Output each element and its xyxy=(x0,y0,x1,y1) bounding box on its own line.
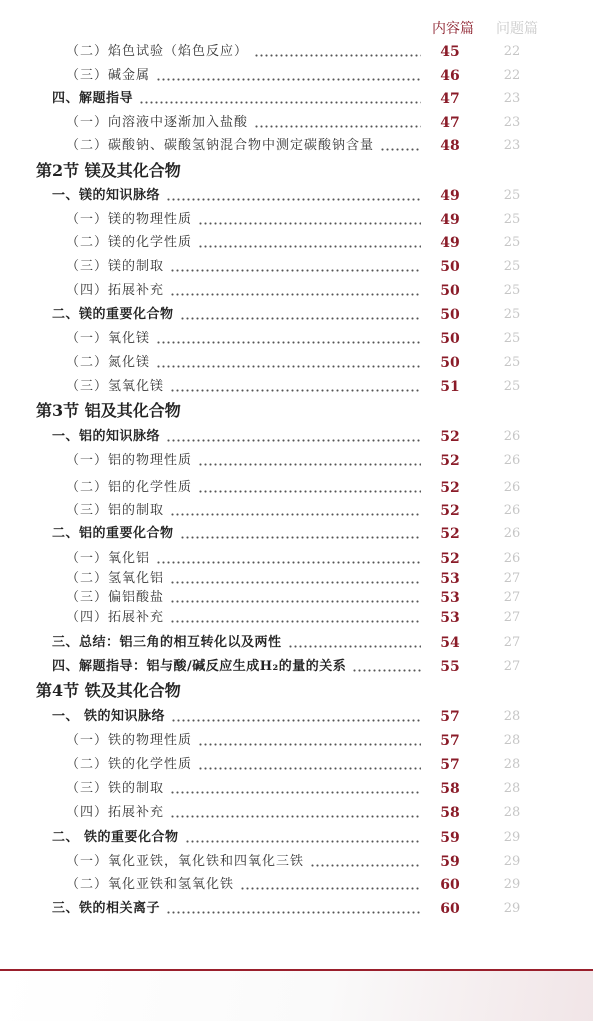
question-page-number: 27 xyxy=(503,590,521,605)
entry-title: 一、镁的知识脉络 xyxy=(52,188,161,203)
toc-entry xyxy=(0,874,593,896)
entry-title: （一）镁的物理性质 xyxy=(66,212,193,227)
question-page-number: 25 xyxy=(503,212,521,227)
question-page-number: 29 xyxy=(503,830,521,845)
content-page-number: 54 xyxy=(440,635,460,651)
dot-leader xyxy=(170,587,421,609)
content-page-number: 57 xyxy=(440,757,460,773)
entry-title: （三）铁的制取 xyxy=(66,781,165,796)
question-page-number: 23 xyxy=(503,91,521,106)
question-page-number: 25 xyxy=(503,355,521,370)
question-page-number: 29 xyxy=(503,877,521,892)
section-heading xyxy=(0,160,593,182)
question-page-number: 27 xyxy=(503,635,521,650)
question-page-number: 28 xyxy=(503,781,521,796)
toc-entry xyxy=(0,802,593,824)
entry-title: 四、解题指导：铝与酸/碱反应生成H₂的量的关系 xyxy=(52,659,347,674)
content-page-number: 58 xyxy=(440,781,460,797)
entry-title: （一）氧化铝 xyxy=(66,551,151,566)
entry-title: （二）焰色试验（焰色反应） xyxy=(66,44,249,59)
section-title: 第2节 镁及其化合物 xyxy=(36,161,181,180)
dot-leader xyxy=(170,376,421,398)
entry-title: （三）铝的制取 xyxy=(66,503,165,518)
content-page-number: 53 xyxy=(440,590,460,606)
entry-title: （二）碳酸钠、碳酸氢钠混合物中测定碳酸钠含量 xyxy=(66,138,375,153)
content-page-number: 59 xyxy=(440,830,460,846)
content-page-number: 51 xyxy=(440,379,460,395)
content-page-number: 49 xyxy=(440,235,460,251)
toc-entry xyxy=(0,185,593,207)
content-page-number: 49 xyxy=(440,188,460,204)
content-page-number: 55 xyxy=(440,659,460,675)
question-page-number: 23 xyxy=(503,115,521,130)
entry-title: 二、 铁的重要化合物 xyxy=(52,830,179,845)
dot-leader xyxy=(156,328,421,350)
section-title: 第4节 铁及其化合物 xyxy=(36,681,181,700)
toc-entry xyxy=(0,65,593,87)
dot-leader xyxy=(156,65,421,87)
entry-title: 四、解题指导 xyxy=(52,91,134,106)
dot-leader xyxy=(198,754,421,776)
question-page-number: 28 xyxy=(503,757,521,772)
toc-entry xyxy=(0,304,593,326)
toc-entry xyxy=(0,477,593,499)
dot-leader xyxy=(166,426,421,448)
content-page-number: 52 xyxy=(440,503,460,519)
column-header-question: 问题篇 xyxy=(496,21,538,37)
toc-entry xyxy=(0,587,593,609)
toc-entry xyxy=(0,376,593,398)
toc-entry xyxy=(0,706,593,728)
content-page-number: 50 xyxy=(440,283,460,299)
content-page-number: 60 xyxy=(440,901,460,917)
content-page-number: 49 xyxy=(440,212,460,228)
content-page-number: 47 xyxy=(440,91,460,107)
toc-entry xyxy=(0,88,593,110)
question-page-number: 27 xyxy=(503,610,521,625)
toc-entry xyxy=(0,135,593,157)
entry-title: （二）氧化亚铁和氢氧化铁 xyxy=(66,877,235,892)
toc-entry xyxy=(0,778,593,800)
dot-leader xyxy=(198,450,421,472)
question-page-number: 26 xyxy=(503,526,521,541)
footer-band xyxy=(0,971,593,1021)
content-page-number: 52 xyxy=(440,551,460,567)
toc-entry xyxy=(0,632,593,654)
section-heading xyxy=(0,680,593,702)
dot-leader xyxy=(170,778,421,800)
dot-leader xyxy=(198,232,421,254)
entry-title: （二）氮化镁 xyxy=(66,355,151,370)
toc-entry xyxy=(0,256,593,278)
entry-title: （三）偏铝酸盐 xyxy=(66,590,165,605)
dot-leader xyxy=(198,477,421,499)
content-page-number: 52 xyxy=(440,429,460,445)
content-page-number: 58 xyxy=(440,805,460,821)
dot-leader xyxy=(254,112,421,134)
question-page-number: 28 xyxy=(503,733,521,748)
toc-entry xyxy=(0,112,593,134)
question-page-number: 25 xyxy=(503,188,521,203)
question-page-number: 25 xyxy=(503,235,521,250)
question-page-number: 26 xyxy=(503,429,521,444)
toc-entry xyxy=(0,827,593,849)
entry-title: 二、铝的重要化合物 xyxy=(52,526,174,541)
dot-leader xyxy=(240,874,421,896)
section-title: 第3节 铝及其化合物 xyxy=(36,401,181,420)
entry-title: 一、铝的知识脉络 xyxy=(52,429,161,444)
content-page-number: 46 xyxy=(440,68,460,84)
entry-title: （四）拓展补充 xyxy=(66,283,165,298)
toc-entry xyxy=(0,656,593,678)
question-page-number: 25 xyxy=(503,259,521,274)
column-header-content: 内容篇 xyxy=(432,21,474,37)
dot-leader xyxy=(180,304,421,326)
question-page-number: 27 xyxy=(503,571,521,586)
toc-entry xyxy=(0,898,593,920)
question-page-number: 25 xyxy=(503,283,521,298)
question-page-number: 27 xyxy=(503,659,521,674)
question-page-number: 29 xyxy=(503,854,521,869)
content-page-number: 45 xyxy=(440,44,460,60)
toc-entry xyxy=(0,851,593,873)
dot-leader xyxy=(288,632,421,654)
content-page-number: 53 xyxy=(440,610,460,626)
entry-title: （一）铁的物理性质 xyxy=(66,733,193,748)
question-page-number: 28 xyxy=(503,709,521,724)
question-page-number: 25 xyxy=(503,307,521,322)
question-page-number: 28 xyxy=(503,805,521,820)
entry-title: 三、铁的相关离子 xyxy=(52,901,161,916)
dot-leader xyxy=(156,548,421,570)
dot-leader xyxy=(180,523,421,545)
toc-entry xyxy=(0,426,593,448)
toc-entry xyxy=(0,500,593,522)
dot-leader xyxy=(198,730,421,752)
entry-title: （一）氧化镁 xyxy=(66,331,151,346)
entry-title: （一）向溶液中逐渐加入盐酸 xyxy=(66,115,249,130)
toc-entry xyxy=(0,352,593,374)
entry-title: （三）氢氧化镁 xyxy=(66,379,165,394)
toc-entry xyxy=(0,607,593,629)
entry-title: （四）拓展补充 xyxy=(66,610,165,625)
question-page-number: 26 xyxy=(503,551,521,566)
content-page-number: 57 xyxy=(440,733,460,749)
question-page-number: 26 xyxy=(503,503,521,518)
dot-leader xyxy=(170,280,421,302)
entry-title: （四）拓展补充 xyxy=(66,805,165,820)
question-page-number: 23 xyxy=(503,138,521,153)
toc-entry xyxy=(0,209,593,231)
content-page-number: 60 xyxy=(440,877,460,893)
dot-leader xyxy=(170,802,421,824)
dot-leader xyxy=(170,500,421,522)
dot-leader xyxy=(170,607,421,629)
content-page-number: 57 xyxy=(440,709,460,725)
entry-title: 三、总结：铝三角的相互转化以及两性 xyxy=(52,635,282,650)
content-page-number: 59 xyxy=(440,854,460,870)
content-page-number: 52 xyxy=(440,526,460,542)
question-page-number: 29 xyxy=(503,901,521,916)
content-page-number: 47 xyxy=(440,115,460,131)
dot-leader xyxy=(310,851,421,873)
toc-entry xyxy=(0,730,593,752)
entry-title: （二）氢氧化铝 xyxy=(66,571,165,586)
content-page-number: 52 xyxy=(440,480,460,496)
entry-title: （一）氧化亚铁，氧化铁和四氧化三铁 xyxy=(66,854,305,869)
dot-leader xyxy=(166,185,421,207)
section-heading xyxy=(0,400,593,422)
dot-leader xyxy=(139,88,421,110)
question-page-number: 25 xyxy=(503,331,521,346)
dot-leader xyxy=(254,41,421,63)
content-page-number: 53 xyxy=(440,571,460,587)
entry-title: （二）铝的化学性质 xyxy=(66,480,193,495)
toc-entry xyxy=(0,754,593,776)
toc-entry xyxy=(0,548,593,570)
entry-title: （一）铝的物理性质 xyxy=(66,453,193,468)
content-page-number: 50 xyxy=(440,259,460,275)
toc-entry xyxy=(0,450,593,472)
dot-leader xyxy=(198,209,421,231)
dot-leader xyxy=(380,135,421,157)
question-page-number: 26 xyxy=(503,480,521,495)
question-page-number: 22 xyxy=(503,68,521,83)
content-page-number: 50 xyxy=(440,331,460,347)
dot-leader xyxy=(170,256,421,278)
question-page-number: 25 xyxy=(503,379,521,394)
toc-entry xyxy=(0,523,593,545)
dot-leader xyxy=(156,352,421,374)
content-page-number: 50 xyxy=(440,307,460,323)
content-page-number: 50 xyxy=(440,355,460,371)
content-page-number: 52 xyxy=(440,453,460,469)
toc-entry xyxy=(0,41,593,63)
toc-entry xyxy=(0,280,593,302)
entry-title: （三）镁的制取 xyxy=(66,259,165,274)
dot-leader xyxy=(171,706,421,728)
entry-title: 二、镁的重要化合物 xyxy=(52,307,174,322)
entry-title: 一、 铁的知识脉络 xyxy=(52,709,166,724)
question-page-number: 22 xyxy=(503,44,521,59)
entry-title: （二）铁的化学性质 xyxy=(66,757,193,772)
toc-entry xyxy=(0,328,593,350)
dot-leader xyxy=(185,827,421,849)
entry-title: （三）碱金属 xyxy=(66,68,151,83)
entry-title: （二）镁的化学性质 xyxy=(66,235,193,250)
dot-leader xyxy=(166,898,421,920)
content-page-number: 48 xyxy=(440,138,460,154)
question-page-number: 26 xyxy=(503,453,521,468)
dot-leader xyxy=(352,656,421,678)
toc-entry xyxy=(0,232,593,254)
